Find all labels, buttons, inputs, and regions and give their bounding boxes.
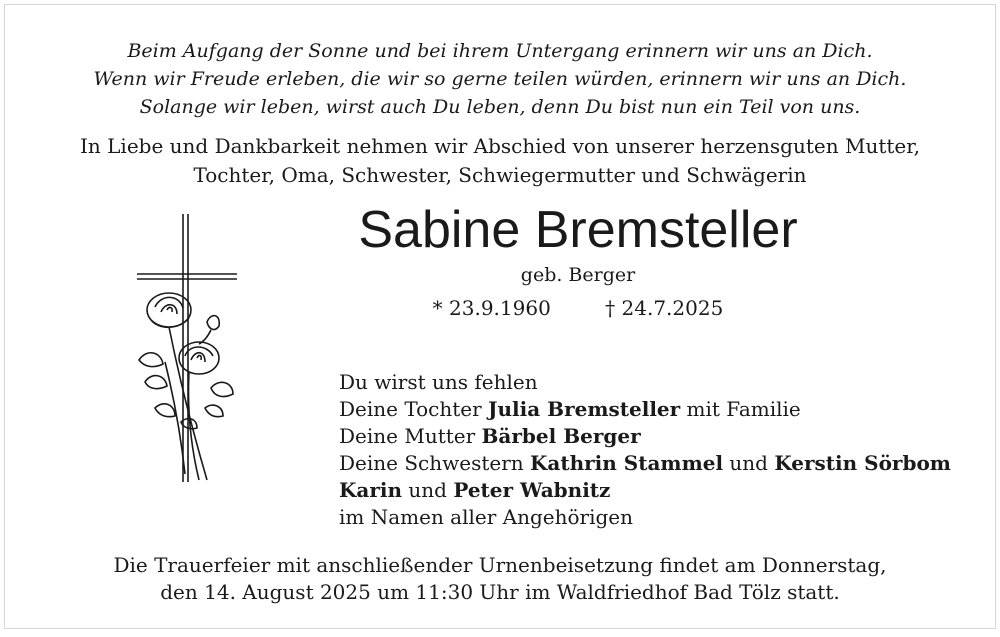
death-date: † 24.7.2025 xyxy=(605,296,724,320)
mourner-name: Kerstin Sörbom xyxy=(774,451,951,475)
mourners-text: mit Familie xyxy=(680,397,801,421)
mourner-name: Julia Bremsteller xyxy=(488,397,681,421)
intro-line: In Liebe und Dankbarkeit nehmen wir Abschied von unserer herzensguten Mutter, xyxy=(80,134,920,158)
poem-line: Beim Aufgang der Sonne und bei ihrem Untergang erinnern wir uns an Dich. xyxy=(127,40,873,62)
mourner-name: Bärbel Berger xyxy=(481,424,641,448)
service-line: den 14. August 2025 um 11:30 Uhr im Waldfriedhof Bad Tölz statt. xyxy=(160,580,840,604)
poem-line: Solange wir leben, wirst auch Du leben, denn Du bist nun ein Teil von uns. xyxy=(139,96,861,118)
deceased-name: Sabine Bremsteller xyxy=(358,201,798,259)
mourners-text: und xyxy=(402,478,454,502)
memorial-poem xyxy=(5,37,995,121)
mourners-line xyxy=(339,396,989,423)
poem-line: Wenn wir Freude erleben, die wir so gerne teilen würden, erinnern wir uns an Dich. xyxy=(93,68,907,90)
mourners-text: und xyxy=(723,451,775,475)
funeral-service-info xyxy=(5,552,995,606)
mourner-name: Karin xyxy=(339,478,403,502)
mourners-text: Deine Schwestern xyxy=(339,451,531,475)
mourners-text: im Namen aller Angehörigen xyxy=(339,505,634,529)
life-dates xyxy=(293,295,863,321)
mourners-line xyxy=(339,423,989,450)
mourners-text: Deine Mutter xyxy=(339,424,482,448)
cross-with-roses-icon xyxy=(125,212,245,492)
mourners-line xyxy=(339,369,989,396)
service-line: Die Trauerfeier mit anschließender Urnenbeisetzung findet am Donnerstag, xyxy=(113,553,887,577)
mourners-line xyxy=(339,477,989,504)
mourner-name: Kathrin Stammel xyxy=(530,451,724,475)
birth-date: * 23.9.1960 xyxy=(432,296,551,320)
birth-name: geb. Berger xyxy=(520,264,636,286)
mourner-name: Peter Wabnitz xyxy=(453,478,611,502)
mourners-text: Deine Tochter xyxy=(339,397,489,421)
mourners-line xyxy=(339,504,989,531)
obituary-notice xyxy=(4,4,996,629)
mourners-text: Du wirst uns fehlen xyxy=(339,370,538,394)
intro-line: Tochter, Oma, Schwester, Schwiegermutter und Schwägerin xyxy=(193,163,807,187)
farewell-intro xyxy=(5,132,995,190)
mourners-list xyxy=(339,369,989,531)
mourners-line xyxy=(339,450,989,477)
